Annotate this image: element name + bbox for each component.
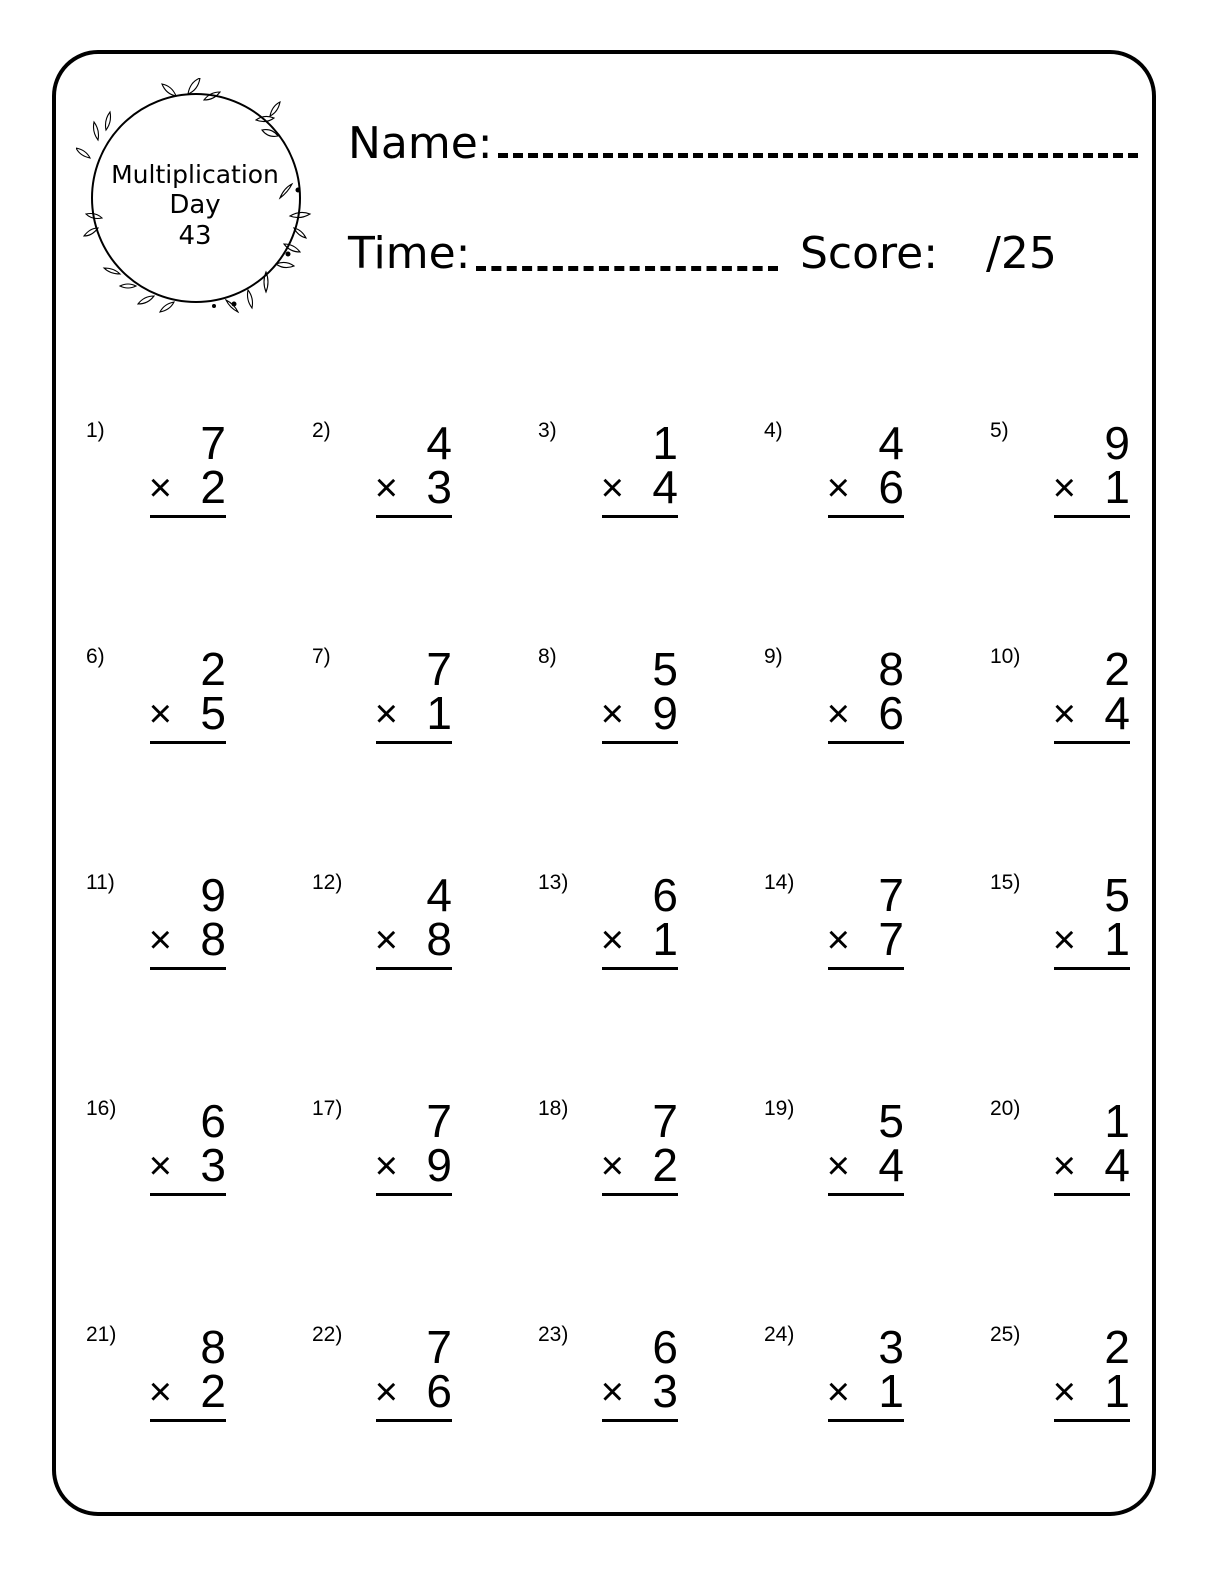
- top-operand: 7: [200, 417, 226, 469]
- problem-18: [538, 1095, 678, 1228]
- answer-line: [376, 1419, 452, 1422]
- bottom-operand: 6: [426, 1365, 452, 1417]
- problem-number: 1): [86, 419, 105, 442]
- multiply-sign: ×: [374, 692, 398, 736]
- problem-16: [86, 1095, 226, 1228]
- multiply-sign: ×: [1052, 1144, 1076, 1188]
- top-operand: 4: [426, 417, 452, 469]
- problem-24: [764, 1321, 904, 1454]
- top-operand: 1: [1104, 1095, 1130, 1147]
- answer-line: [602, 1419, 678, 1422]
- answer-line: [1054, 1419, 1130, 1422]
- multiply-sign: ×: [1052, 466, 1076, 510]
- bottom-operand: 3: [652, 1365, 678, 1417]
- top-operand: 3: [878, 1321, 904, 1373]
- answer-line: [828, 1193, 904, 1196]
- problem-number: 24): [764, 1323, 795, 1346]
- problem-number: 9): [764, 645, 783, 668]
- answer-line: [1054, 1193, 1130, 1196]
- top-operand: 2: [1104, 1321, 1130, 1373]
- problem-number: 8): [538, 645, 557, 668]
- top-operand: 8: [200, 1321, 226, 1373]
- bottom-operand: 1: [652, 913, 678, 965]
- bottom-operand: 3: [200, 1139, 226, 1191]
- problem-number: 20): [990, 1097, 1021, 1120]
- problem-22: [312, 1321, 452, 1454]
- answer-line: [828, 1419, 904, 1422]
- problem-number: 25): [990, 1323, 1021, 1346]
- problem-number: 18): [538, 1097, 569, 1120]
- multiply-sign: ×: [600, 1370, 624, 1414]
- name-label: Name:: [348, 118, 493, 169]
- top-operand: 7: [426, 1321, 452, 1373]
- problem-19: [764, 1095, 904, 1228]
- problem-25: [990, 1321, 1130, 1454]
- badge-title: Multiplication: [111, 160, 279, 189]
- multiply-sign: ×: [826, 1370, 850, 1414]
- top-operand: 5: [878, 1095, 904, 1147]
- problem-1: [86, 417, 226, 550]
- top-operand: 5: [1104, 869, 1130, 921]
- multiply-sign: ×: [148, 1370, 172, 1414]
- bottom-operand: 4: [652, 461, 678, 513]
- problem-3: [538, 417, 678, 550]
- top-operand: 7: [426, 1095, 452, 1147]
- multiply-sign: ×: [600, 918, 624, 962]
- multiply-sign: ×: [148, 1144, 172, 1188]
- time-field[interactable]: [476, 266, 778, 271]
- multiply-sign: ×: [148, 918, 172, 962]
- top-operand: 7: [426, 643, 452, 695]
- answer-line: [376, 741, 452, 744]
- multiply-sign: ×: [374, 466, 398, 510]
- top-operand: 4: [878, 417, 904, 469]
- multiply-sign: ×: [826, 918, 850, 962]
- problem-number: 12): [312, 871, 343, 894]
- answer-line: [150, 967, 226, 970]
- answer-line: [1054, 515, 1130, 518]
- bottom-operand: 7: [878, 913, 904, 965]
- problem-6: [86, 643, 226, 776]
- problem-7: [312, 643, 452, 776]
- answer-line: [602, 1193, 678, 1196]
- top-operand: 4: [426, 869, 452, 921]
- multiply-sign: ×: [600, 466, 624, 510]
- bottom-operand: 4: [878, 1139, 904, 1191]
- time-label: Time:: [348, 228, 471, 279]
- problem-2: [312, 417, 452, 550]
- top-operand: 2: [200, 643, 226, 695]
- top-operand: 8: [878, 643, 904, 695]
- bottom-operand: 1: [1104, 461, 1130, 513]
- bottom-operand: 8: [426, 913, 452, 965]
- problem-number: 15): [990, 871, 1021, 894]
- top-operand: 7: [652, 1095, 678, 1147]
- answer-line: [150, 1193, 226, 1196]
- multiply-sign: ×: [1052, 1370, 1076, 1414]
- problem-14: [764, 869, 904, 1002]
- answer-line: [150, 1419, 226, 1422]
- badge-day-number: 43: [178, 221, 212, 252]
- multiply-sign: ×: [600, 692, 624, 736]
- problem-13: [538, 869, 678, 1002]
- bottom-operand: 6: [878, 687, 904, 739]
- problem-12: [312, 869, 452, 1002]
- bottom-operand: 1: [878, 1365, 904, 1417]
- score-label: Score:: [800, 228, 939, 279]
- problem-number: 2): [312, 419, 331, 442]
- top-operand: 2: [1104, 643, 1130, 695]
- bottom-operand: 4: [1104, 687, 1130, 739]
- multiply-sign: ×: [374, 1144, 398, 1188]
- top-operand: 5: [652, 643, 678, 695]
- bottom-operand: 9: [652, 687, 678, 739]
- problem-4: [764, 417, 904, 550]
- bottom-operand: 1: [1104, 1365, 1130, 1417]
- answer-line: [376, 967, 452, 970]
- bottom-operand: 2: [200, 1365, 226, 1417]
- answer-line: [602, 515, 678, 518]
- bottom-operand: 4: [1104, 1139, 1130, 1191]
- bottom-operand: 6: [878, 461, 904, 513]
- problem-number: 6): [86, 645, 105, 668]
- top-operand: 6: [652, 869, 678, 921]
- problem-17: [312, 1095, 452, 1228]
- multiply-sign: ×: [600, 1144, 624, 1188]
- multiply-sign: ×: [374, 1370, 398, 1414]
- problem-number: 17): [312, 1097, 343, 1120]
- answer-line: [150, 741, 226, 744]
- problem-number: 22): [312, 1323, 343, 1346]
- bottom-operand: 1: [1104, 913, 1130, 965]
- problem-21: [86, 1321, 226, 1454]
- problem-8: [538, 643, 678, 776]
- score-total: /25: [986, 228, 1057, 279]
- answer-line: [1054, 741, 1130, 744]
- bottom-operand: 5: [200, 687, 226, 739]
- problem-23: [538, 1321, 678, 1454]
- multiply-sign: ×: [1052, 918, 1076, 962]
- top-operand: 1: [652, 417, 678, 469]
- answer-line: [376, 1193, 452, 1196]
- multiply-sign: ×: [1052, 692, 1076, 736]
- problem-10: [990, 643, 1130, 776]
- multiply-sign: ×: [826, 466, 850, 510]
- answer-line: [1054, 967, 1130, 970]
- problem-number: 4): [764, 419, 783, 442]
- bottom-operand: 9: [426, 1139, 452, 1191]
- multiply-sign: ×: [148, 692, 172, 736]
- bottom-operand: 2: [200, 461, 226, 513]
- problem-11: [86, 869, 226, 1002]
- problem-number: 10): [990, 645, 1021, 668]
- problem-number: 19): [764, 1097, 795, 1120]
- top-operand: 6: [652, 1321, 678, 1373]
- multiply-sign: ×: [826, 692, 850, 736]
- answer-line: [828, 967, 904, 970]
- problem-number: 7): [312, 645, 331, 668]
- title-badge: [76, 78, 316, 318]
- top-operand: 7: [878, 869, 904, 921]
- multiply-sign: ×: [826, 1144, 850, 1188]
- answer-line: [602, 967, 678, 970]
- multiply-sign: ×: [148, 466, 172, 510]
- problem-number: 23): [538, 1323, 569, 1346]
- badge-text: [76, 160, 314, 252]
- answer-line: [828, 741, 904, 744]
- problem-5: [990, 417, 1130, 550]
- answer-line: [602, 741, 678, 744]
- problem-number: 3): [538, 419, 557, 442]
- answer-line: [150, 515, 226, 518]
- top-operand: 9: [1104, 417, 1130, 469]
- problem-number: 13): [538, 871, 569, 894]
- problem-15: [990, 869, 1130, 1002]
- problem-20: [990, 1095, 1130, 1228]
- bottom-operand: 8: [200, 913, 226, 965]
- badge-day-label: Day: [169, 190, 221, 220]
- problem-number: 21): [86, 1323, 117, 1346]
- problem-9: [764, 643, 904, 776]
- top-operand: 9: [200, 869, 226, 921]
- problem-number: 16): [86, 1097, 117, 1120]
- problem-number: 14): [764, 871, 795, 894]
- top-operand: 6: [200, 1095, 226, 1147]
- answer-line: [376, 515, 452, 518]
- problem-number: 5): [990, 419, 1009, 442]
- problem-number: 11): [86, 871, 115, 894]
- bottom-operand: 2: [652, 1139, 678, 1191]
- bottom-operand: 3: [426, 461, 452, 513]
- name-field[interactable]: [498, 153, 1138, 158]
- answer-line: [828, 515, 904, 518]
- bottom-operand: 1: [426, 687, 452, 739]
- multiply-sign: ×: [374, 918, 398, 962]
